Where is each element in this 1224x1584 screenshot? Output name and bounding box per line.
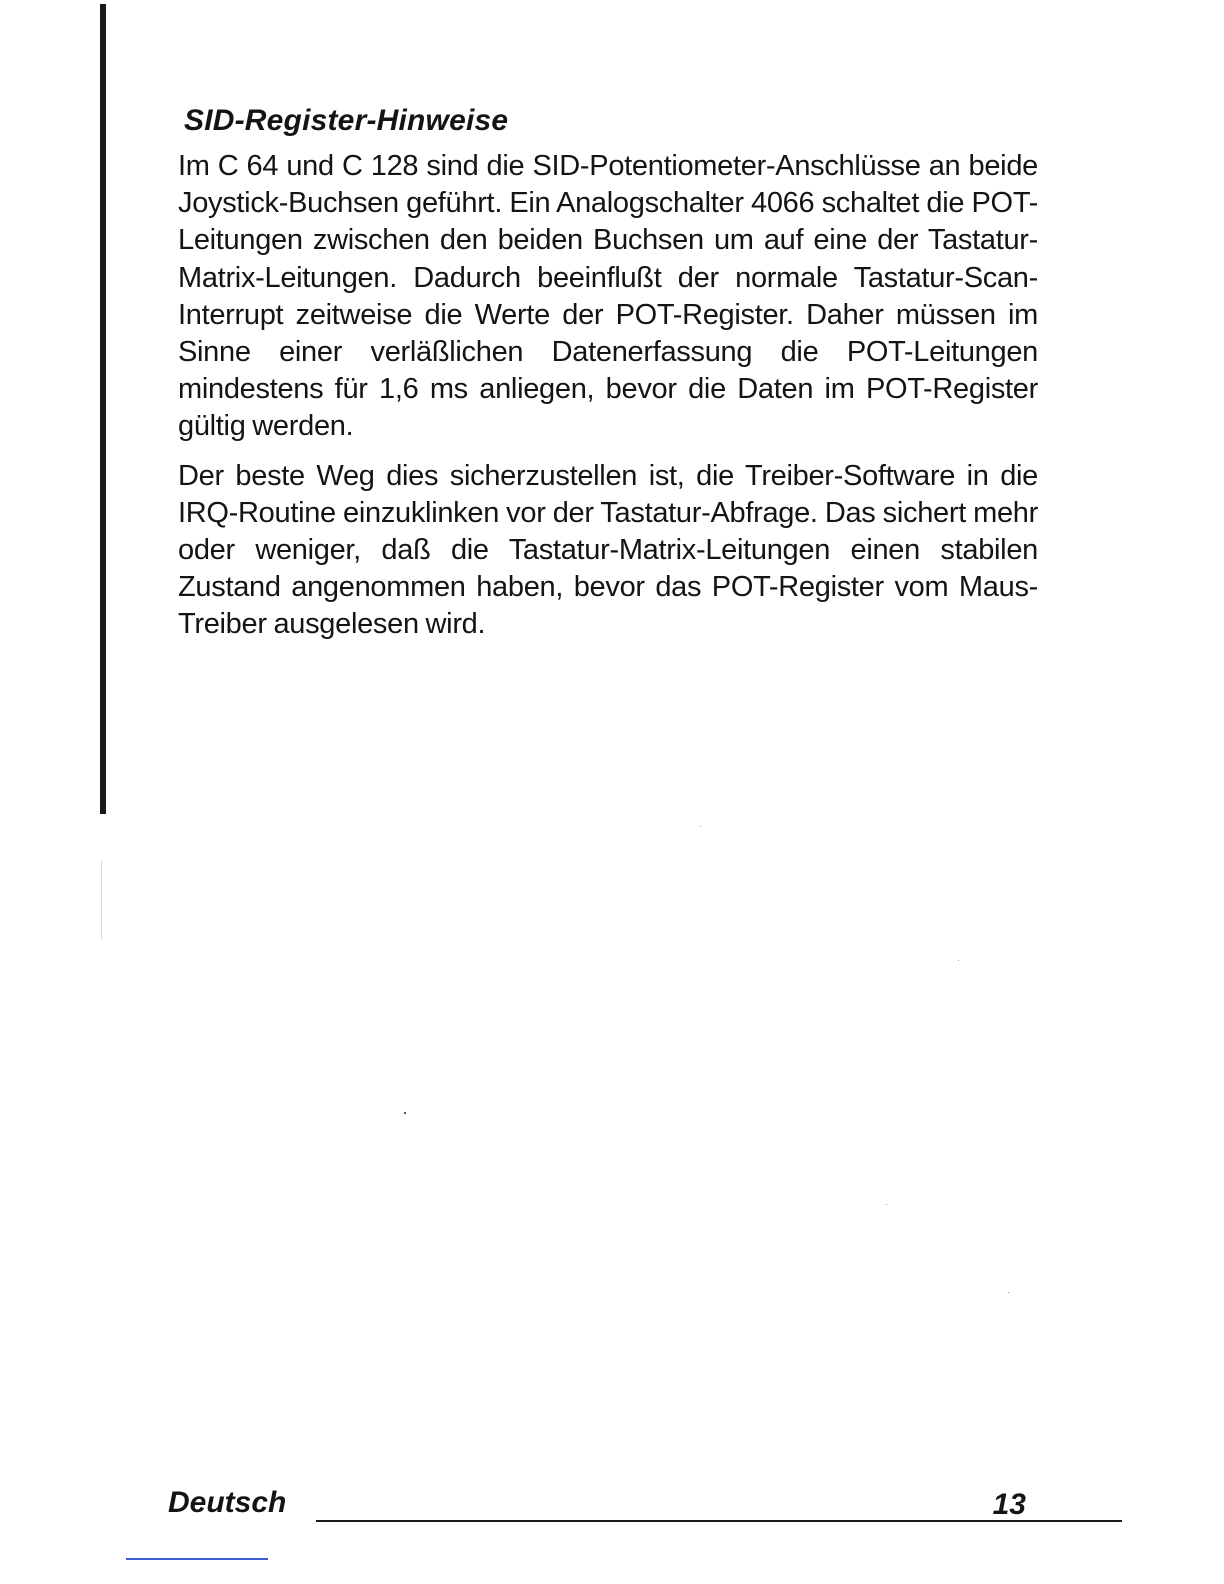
scan-speck [886,1204,887,1205]
paragraph-1: Im C 64 und C 128 sind die SID-Potentiometer-Anschlüsse an beide Joystick-Buchsen geführt. Ein Analogschalter 4066 schaltet die POT-Leitungen zwischen den beiden Buchsen um auf eine der Tastatur-Matrix-Leitungen. Dadurch beeinflußt der normale Tastatur-Scan-Interrupt zeitweise die Werte der POT-Register. Daher müssen im Sinne einer verläßlichen Datenerfassung die POT-Leitungen mindestens für 1,6 ms anliegen, bevor die Daten im POT-Register gültig werden. [178,150,1038,443]
footer-language-label: Deutsch [168,1486,287,1519]
page-footer [168,1486,1028,1530]
page-content [178,104,1038,656]
scan-speck [700,826,701,827]
scan-speck [404,1112,406,1114]
scan-speck [958,960,959,961]
scan-speck [1008,1292,1009,1293]
paragraph-2: Der beste Weg dies sicherzustellen ist, die Treiber-Software in die IRQ-Routine einzuklinken vor der Tastatur-Abfrage. Das sichert mehr oder weniger, daß die Tastatur-Matrix-Leitungen einen stabilen Zustand angenommen haben, bevor das POT-Register vom Maus-Treiber ausgelesen wird. [178,459,1038,641]
page-number: 13 [992,1488,1026,1521]
section-heading: SID-Register-Hinweise [184,104,509,137]
scan-edge-faint [101,860,102,940]
scan-bottom-mark [126,1558,268,1560]
scan-edge-bar [100,4,106,814]
